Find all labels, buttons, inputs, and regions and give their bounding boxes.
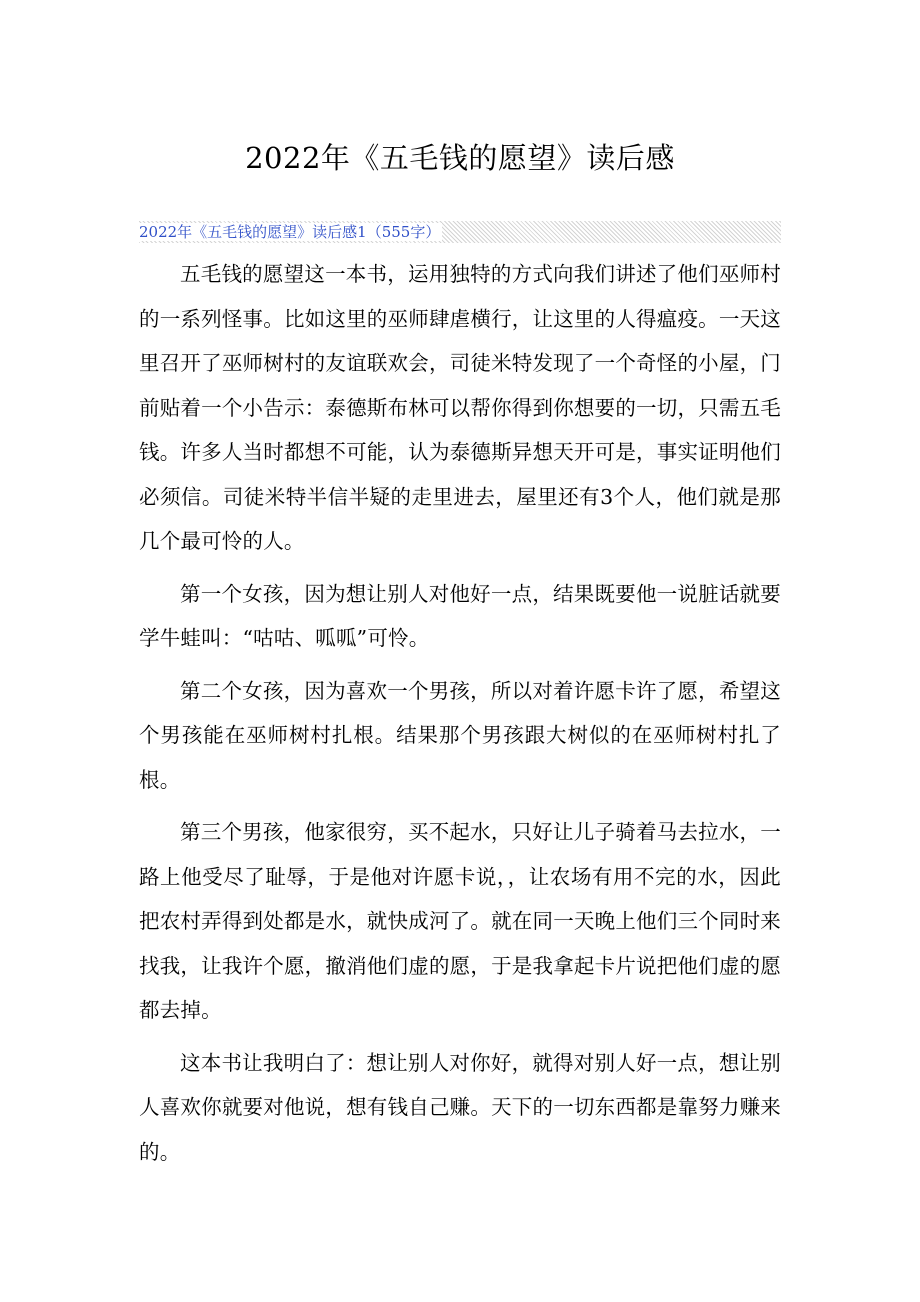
paragraph-intro: 五毛钱的愿望这一本书，运用独特的方式向我们讲述了他们巫师村的一系列怪事。比如这里的巫师肆虐横行，让这里的人得瘟疫。一天这里召开了巫师树村的友谊联欢会，司徒米特发现了一个奇怪的小屋，门前贴着一个小告示：泰德斯布林可以帮你得到你想要的一切，只需五毛钱。许多人当时都想不可能，认为泰德斯异想天开可是，事实证明他们必须信。司徒米特半信半疑的走里进去，屋里还有3个人，他们就是那几个最可怜的人。	[139, 262, 781, 553]
section-heading-text: 2022年《五毛钱的愿望》读后感1（555字）	[139, 223, 441, 241]
document-title: 2022年《五毛钱的愿望》读后感	[245, 141, 675, 175]
paragraph-conclusion: 这本书让我明白了：想让别人对你好，就得对别人好一点，想让别人喜欢你就要对他说，想有钱自己赚。天下的一切东西都是靠努力赚来的。	[139, 1050, 781, 1164]
paragraph-second-girl: 第二个女孩，因为喜欢一个男孩，所以对着许愿卡许了愿，希望这个男孩能在巫师树村扎根。结果那个男孩跟大树似的在巫师树村扎了根。	[139, 678, 781, 792]
section-heading	[139, 221, 781, 243]
paragraph-first-girl: 第一个女孩，因为想让别人对他好一点，结果既要他一说脏话就要学牛蛙叫：“咕咕、呱呱”可怜。	[139, 581, 781, 650]
paragraph-third-boy: 第三个男孩，他家很穷，买不起水，只好让儿子骑着马去拉水，一路上他受尽了耻辱，于是他对许愿卡说，，让农场有用不完的水，因此把农村弄得到处都是水，就快成河了。就在同一天晚上他们三个同时来找我，让我许个愿，撤消他们虚的愿，于是我拿起卡片说把他们虚的愿都去掉。	[139, 820, 781, 1022]
document-body	[139, 252, 781, 1182]
